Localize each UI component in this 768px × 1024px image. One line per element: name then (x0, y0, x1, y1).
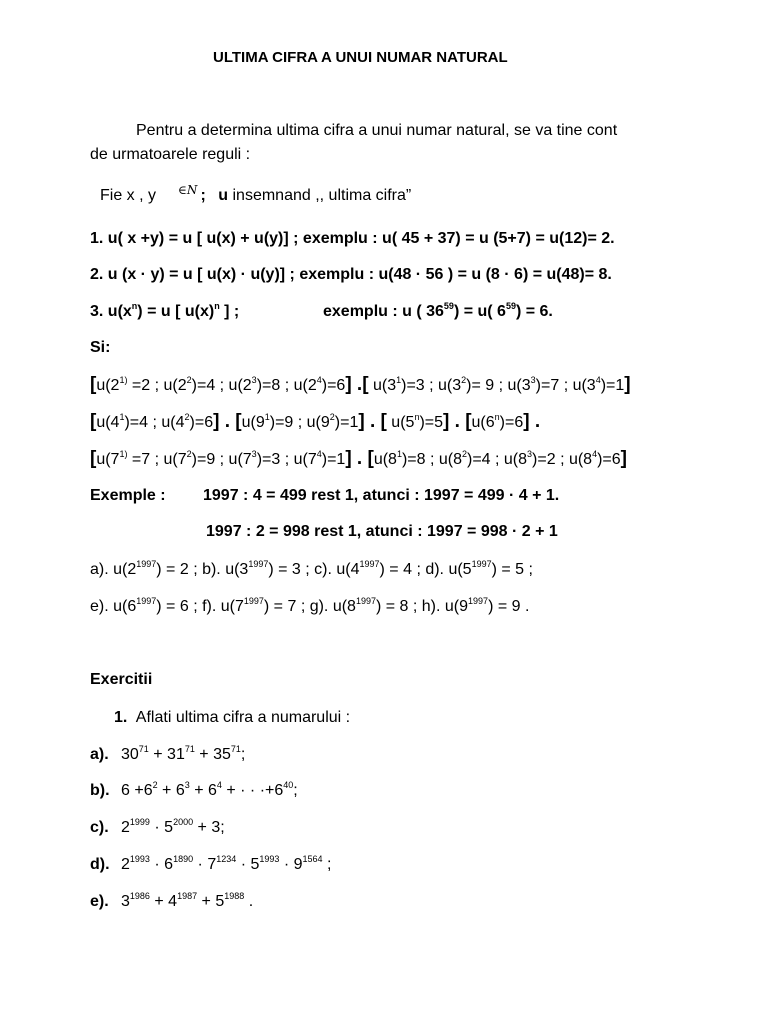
cycle-text: )=3 ; u(3 (401, 377, 462, 394)
exponent: 2 (184, 412, 190, 422)
page-title: ULTIMA CIFRA A UNUI NUMAR NATURAL (213, 49, 508, 66)
fie-semicolon: ; (200, 187, 206, 204)
exponent: 2 (186, 449, 192, 459)
cycle-text: )=6 (321, 377, 346, 394)
bracket: [ (90, 411, 97, 432)
exponent: n (214, 301, 220, 311)
intro-line-2: de urmatoarele reguli : (90, 146, 251, 163)
cycle-text: u(7 (96, 451, 120, 468)
bracket: [ (90, 448, 97, 469)
exercise-label: a). (90, 746, 109, 763)
cycle-text: u(2 (96, 377, 120, 394)
example-results-e (90, 597, 529, 617)
exponent: 1993 (259, 854, 280, 864)
exponent: 1234 (216, 854, 237, 864)
exercise-text: + 31 (148, 746, 185, 763)
exercise-text: + 6 (157, 782, 185, 799)
exercise-item-c (90, 818, 225, 838)
fie-prefix: Fie x , y (100, 187, 157, 204)
exponent: 1890 (173, 854, 194, 864)
cycle-line-1 (90, 375, 631, 396)
exercise-text: ; (240, 746, 246, 763)
exercise-item-d (90, 855, 331, 875)
exponent: 1 (119, 412, 125, 422)
bracket: ] (620, 448, 627, 469)
fie-u-letter: u (218, 187, 229, 204)
element-of-symbol: ∈N (178, 183, 198, 197)
rule-2: 2. u (x · y) = u [ u(x) · u(y)] ; exemplu : u(48 · 56 ) = u (8 · 6) = u(48)= 8. (90, 266, 612, 283)
cycle-text: )=6 (499, 414, 524, 431)
exponent: 1997 (359, 559, 380, 569)
example-division-2: 1997 : 2 = 998 rest 1, atunci : 1997 = 998 · 2 + 1 (206, 523, 558, 540)
rule-3-example (323, 302, 553, 322)
exercise-text: · 7 (193, 856, 217, 873)
cycle-text: )=3 ; u(7 (256, 451, 317, 468)
example-text: ) = 2 ; b). u(3 (156, 561, 249, 578)
cycle-text: u(5 (386, 414, 415, 431)
exponent: 4 (595, 375, 601, 385)
exponent: 4 (316, 449, 322, 459)
rule-3-part: ] ; (219, 303, 240, 320)
exponent: 2 (461, 449, 467, 459)
cycle-text: )=4 ; u(8 (467, 451, 528, 468)
cycle-text: )=8 ; u(2 (256, 377, 317, 394)
cycle-text: =2 ; u(2 (127, 377, 187, 394)
rule-3 (90, 302, 239, 322)
exercise-text: · 9 (279, 856, 303, 873)
exercise-text: ; (322, 856, 332, 873)
cycle-text: )=1 (600, 377, 625, 394)
exponent: 4 (216, 780, 222, 790)
exponent: 2000 (173, 817, 194, 827)
cycle-text: =7 ; u(7 (127, 451, 187, 468)
cycle-line-3 (90, 449, 627, 470)
exponent: 59 (505, 301, 516, 311)
exponent: 3 (251, 375, 257, 385)
exponent: n (494, 412, 500, 422)
exponent: 3 (530, 375, 536, 385)
bracket: ] . [ (345, 448, 374, 469)
exponent: 1997 (471, 559, 492, 569)
cycle-text: )=4 ; u(2 (191, 377, 252, 394)
exercise-text: ; (293, 782, 298, 799)
exponent: 2 (461, 375, 467, 385)
exercise-label: d). (90, 856, 110, 873)
exponent: 1997 (136, 596, 157, 606)
cycle-text: )=8 ; u(8 (401, 451, 462, 468)
bracket: ] (624, 374, 631, 395)
cycle-text: )=9 ; u(7 (191, 451, 252, 468)
bracket: ] . (523, 411, 541, 432)
bracket: ] . [ (443, 411, 472, 432)
exercise-item-e (90, 892, 253, 912)
bracket: [ (90, 374, 97, 395)
examples-label: Exemple : (90, 487, 166, 504)
exercise-text: + 6 (189, 782, 217, 799)
fie-suffix: insemnand ,, ultima cifra” (232, 187, 412, 204)
exponent: 3 (184, 780, 190, 790)
exponent: 1) (119, 375, 128, 385)
cycle-text: )=5 (419, 414, 444, 431)
exponent: 1997 (248, 559, 269, 569)
exercise-text: + 5 (197, 893, 225, 910)
rule-3-part: ) = u [ u(x) (137, 303, 215, 320)
exponent: 71 (230, 744, 241, 754)
exercise-text: · 5 (149, 819, 174, 836)
cycle-text: )=2 ; u(8 (532, 451, 593, 468)
exponent: 3 (251, 449, 257, 459)
rule-1: 1. u( x +y) = u [ u(x) + u(y)] ; exemplu : u( 45 + 37) = u (5+7) = u(12)= 2. (90, 230, 615, 247)
cycle-text: )=7 ; u(3 (535, 377, 596, 394)
exponent: 1 (396, 375, 402, 385)
exercise-text: + 3; (193, 819, 225, 836)
exponent: 3 (527, 449, 533, 459)
cycle-text: u(6 (471, 414, 495, 431)
example-text: e). u(6 (90, 598, 137, 615)
bracket: ] . [ (213, 411, 242, 432)
cycle-text: )=6 (597, 451, 621, 468)
exponent: n (414, 412, 420, 422)
exponent: n (131, 301, 138, 311)
exercise-item-a (90, 745, 245, 765)
si-label: Si: (90, 339, 111, 356)
exercise-item-b (90, 781, 298, 801)
exponent: 2 (186, 375, 192, 385)
exercise-label: b). (90, 782, 110, 799)
bracket: ] .[ (345, 374, 369, 395)
exponent: 1993 (129, 854, 150, 864)
exponent: 1 (396, 449, 402, 459)
rule-3-part: exemplu : u ( 36 (323, 303, 444, 320)
exercise-text: . (244, 893, 254, 910)
exercise-number: 1. (114, 709, 128, 726)
example-text: ) = 5 ; (491, 561, 533, 578)
exercise-text: 2 (121, 856, 130, 873)
exercise-text: + 4 (149, 893, 178, 910)
cycle-text: u(8 (373, 451, 397, 468)
intro-line-1: Pentru a determina ultima cifra a unui numar natural, se va tine cont (136, 122, 618, 139)
exercise-text: + · · ·+6 (221, 782, 284, 799)
cycle-text: )=6 (189, 414, 214, 431)
rule-3-part: ) = 6. (515, 303, 553, 320)
cycle-text: u(4 (96, 414, 120, 431)
exponent: 1 (264, 412, 270, 422)
exercises-heading: Exercitii (90, 671, 153, 688)
exponent: 1) (119, 449, 128, 459)
fie-line (100, 183, 412, 206)
exercise-text: + 35 (194, 746, 231, 763)
rule-3-part: ) = u( 6 (453, 303, 506, 320)
example-text: ) = 8 ; h). u(9 (375, 598, 469, 615)
exercise-text: · 6 (149, 856, 174, 873)
cycle-text: )=1 (321, 451, 346, 468)
exponent: 4 (316, 375, 322, 385)
exercise-text: 2 (121, 819, 130, 836)
cycle-text: )=1 (334, 414, 359, 431)
example-results-a (90, 560, 533, 580)
exponent: 1999 (129, 817, 150, 827)
exercise-label: e). (90, 893, 109, 910)
cycle-text: u(9 (241, 414, 265, 431)
exercise-text: 3 (121, 893, 130, 910)
rule-3-part: 3. u(x (90, 303, 132, 320)
exercise-1-task (114, 708, 350, 728)
cycle-text: u(3 (368, 377, 397, 394)
cycle-text: )=9 ; u(9 (269, 414, 330, 431)
example-text: ) = 9 . (488, 598, 530, 615)
exponent: 1988 (224, 891, 245, 901)
exponent: 1987 (177, 891, 198, 901)
exponent: 71 (184, 744, 195, 754)
exponent: 1564 (302, 854, 323, 864)
example-division-1: 1997 : 4 = 499 rest 1, atunci : 1997 = 499 · 4 + 1. (203, 487, 560, 504)
exponent: 40 (283, 780, 294, 790)
exponent: 2 (329, 412, 335, 422)
exponent: 1997 (243, 596, 264, 606)
example-text: ) = 4 ; d). u(5 (379, 561, 472, 578)
exponent: 4 (592, 449, 598, 459)
bracket: ] . [ (358, 411, 387, 432)
example-text: a). u(2 (90, 561, 137, 578)
exercise-text: 6 +6 (121, 782, 153, 799)
example-text: ) = 7 ; g). u(8 (263, 598, 356, 615)
exponent: 1997 (468, 596, 489, 606)
cycle-text: )=4 ; u(4 (124, 414, 185, 431)
example-text: ) = 6 ; f). u(7 (156, 598, 244, 615)
exponent: 1997 (136, 559, 157, 569)
exponent: 71 (138, 744, 149, 754)
exercise-task-text: Aflati ultima cifra a numarului : (135, 709, 351, 726)
exponent: 59 (443, 301, 454, 311)
exercise-label: c). (90, 819, 109, 836)
cycle-text: )= 9 ; u(3 (466, 377, 531, 394)
example-text: ) = 3 ; c). u(4 (268, 561, 360, 578)
exponent: 2 (152, 780, 158, 790)
exponent: 1986 (129, 891, 150, 901)
exercise-text: · 5 (236, 856, 260, 873)
exercise-text: 30 (121, 746, 139, 763)
exponent: 1997 (355, 596, 376, 606)
cycle-line-2 (90, 412, 540, 433)
